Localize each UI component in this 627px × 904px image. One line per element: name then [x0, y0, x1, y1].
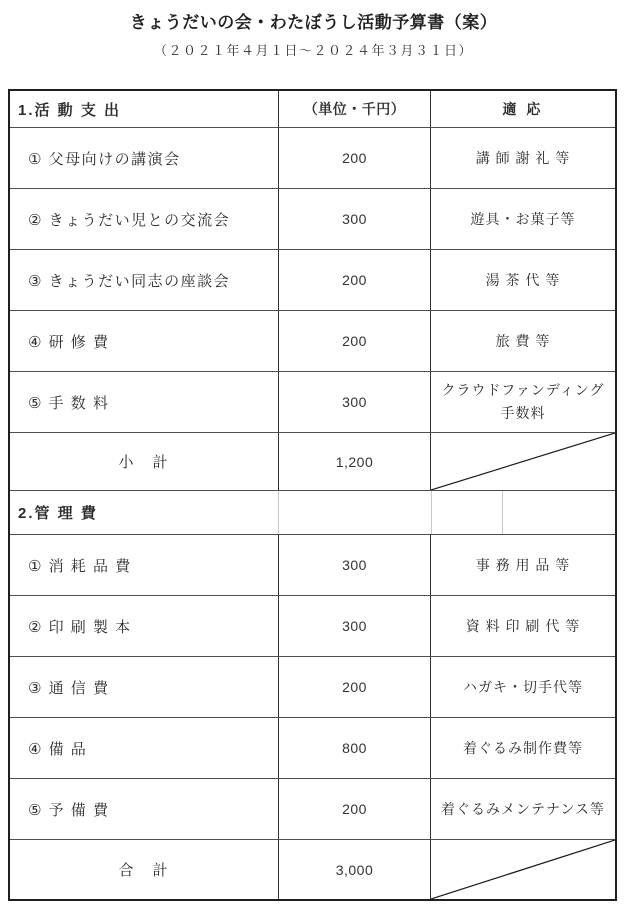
- diagonal-line: [431, 840, 615, 899]
- expense-usage: ハガキ・切手代等: [430, 657, 615, 717]
- expense-row: [10, 371, 615, 432]
- expense-row: [10, 249, 615, 310]
- expense-amount: 200: [278, 657, 430, 717]
- expense-item: ① 父母向けの講演会: [28, 150, 181, 168]
- expense-amount: 200: [278, 779, 430, 839]
- expense-amount: 300: [278, 596, 430, 656]
- expense-row: [10, 778, 615, 839]
- expense-item: ⑤ 手 数 料: [28, 394, 110, 412]
- expense-usage-line2: 手数料: [500, 405, 546, 421]
- gridline-artifact: [502, 491, 503, 534]
- expense-row: [10, 717, 615, 778]
- expense-usage: 着ぐるみ制作費等: [430, 718, 615, 778]
- subtotal-amount: 1,200: [278, 433, 430, 490]
- expense-item: ⑤ 予 備 費: [28, 801, 110, 819]
- section-title: 2.管 理 費: [18, 505, 98, 522]
- expense-row: [10, 127, 615, 188]
- expense-usage: 資 料 印 刷 代 等: [430, 596, 615, 656]
- table-header-row: [10, 91, 615, 127]
- expense-item: ② きょうだい児との交流会: [28, 211, 231, 229]
- expense-item: ③ 通 信 費: [28, 679, 110, 697]
- section2-row: [10, 490, 615, 534]
- expense-amount: 800: [278, 718, 430, 778]
- expense-usage: 講 師 謝 礼 等: [430, 128, 615, 188]
- header-section-label: 1.活 動 支 出: [18, 101, 122, 119]
- expense-amount: 300: [278, 535, 430, 595]
- expense-item: ③ きょうだい同志の座談会: [28, 272, 231, 290]
- expense-item: ② 印 刷 製 本: [28, 618, 132, 636]
- expense-item: ④ 備 品: [28, 740, 88, 758]
- expense-usage: [430, 372, 615, 432]
- expense-item: ① 消 耗 品 費: [28, 557, 132, 575]
- expense-row: [10, 534, 615, 595]
- gridline-artifact: [431, 491, 432, 534]
- total-diagonal-cell: [430, 840, 615, 899]
- total-row: [10, 839, 615, 899]
- subtotal-diagonal-cell: [430, 433, 615, 490]
- expense-amount: 200: [278, 311, 430, 371]
- expense-row: [10, 656, 615, 717]
- expense-usage: 事 務 用 品 等: [430, 535, 615, 595]
- page-subtitle: （２０２１年４月１日～２０２４年３月３１日）: [153, 43, 473, 58]
- diagonal-line: [431, 433, 615, 490]
- total-amount: 3,000: [278, 840, 430, 899]
- expense-usage-line1: クラウドファンディング: [441, 381, 605, 398]
- expense-amount: 300: [278, 189, 430, 249]
- expense-amount: 300: [278, 372, 430, 432]
- expense-usage: 着ぐるみメンテナンス等: [430, 779, 615, 839]
- expense-amount: 200: [278, 128, 430, 188]
- expense-usage: 旅 費 等: [430, 311, 615, 371]
- subtotal-label: 小 計: [118, 454, 170, 471]
- expense-amount: 200: [278, 250, 430, 310]
- header-unit-label: （単位・千円）: [278, 91, 430, 127]
- header-usage-label: 適 応: [430, 91, 615, 127]
- expense-row: [10, 188, 615, 249]
- budget-table: [8, 89, 617, 901]
- expense-row: [10, 595, 615, 656]
- expense-usage: 湯 茶 代 等: [430, 250, 615, 310]
- gridline-artifact: [278, 491, 279, 534]
- page-title: きょうだいの会・わたぼうし活動予算書（案）: [129, 13, 498, 32]
- expense-item: ④ 研 修 費: [28, 333, 110, 351]
- total-label: 合 計: [118, 862, 170, 879]
- expense-usage: 遊具・お菓子等: [430, 189, 615, 249]
- subtotal-row: [10, 432, 615, 490]
- expense-row: [10, 310, 615, 371]
